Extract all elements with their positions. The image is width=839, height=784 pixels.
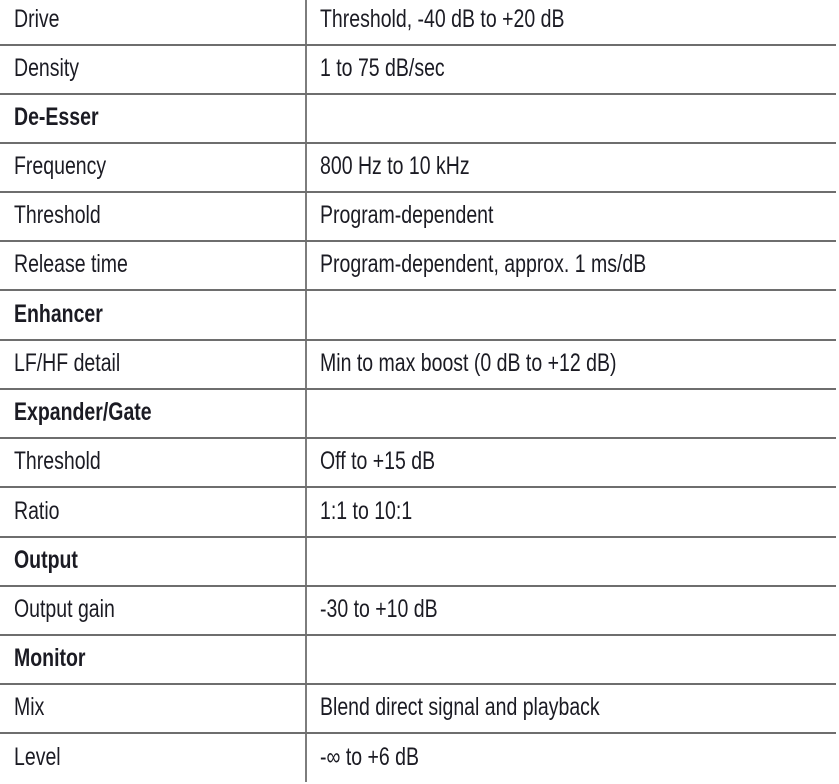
table-row <box>0 192 836 241</box>
section-title: Monitor <box>14 644 86 672</box>
param-value: -∞ to +6 dB <box>320 743 419 771</box>
table-row <box>0 0 836 45</box>
param-name: Level <box>14 743 61 771</box>
param-name: LF/HF detail <box>14 349 121 377</box>
table-row <box>0 45 836 94</box>
table-row <box>0 241 836 290</box>
param-name: Threshold <box>14 201 101 229</box>
table-row <box>0 488 836 537</box>
param-value: Min to max boost (0 dB to +12 dB) <box>320 349 617 377</box>
table-row <box>0 734 836 783</box>
param-value: 1:1 to 10:1 <box>320 497 413 525</box>
param-value: 1 to 75 dB/sec <box>320 54 445 82</box>
param-name: Ratio <box>14 497 60 525</box>
param-name: Threshold <box>14 447 101 475</box>
table-row <box>0 586 836 635</box>
param-name: Release time <box>14 250 128 278</box>
section-title: Expander/Gate <box>14 398 152 426</box>
param-value: Off to +15 dB <box>320 447 436 475</box>
table-row <box>0 340 836 389</box>
param-value: Threshold, -40 dB to +20 dB <box>320 5 565 33</box>
table-row <box>0 438 836 487</box>
section-title: Enhancer <box>14 300 103 328</box>
section-header-row <box>0 389 836 438</box>
section-header-row <box>0 94 836 143</box>
section-title: De-Esser <box>14 103 99 131</box>
table-row <box>0 143 836 192</box>
section-title: Output <box>14 546 78 574</box>
param-name: Drive <box>14 5 60 33</box>
param-name: Mix <box>14 693 45 721</box>
table-row <box>0 684 836 733</box>
param-name: Output gain <box>14 595 115 623</box>
section-header-row <box>0 635 836 684</box>
param-name: Density <box>14 54 80 82</box>
param-value: -30 to +10 dB <box>320 595 438 623</box>
param-value: Blend direct signal and playback <box>320 693 600 721</box>
param-name: Frequency <box>14 152 107 180</box>
section-header-row <box>0 537 836 586</box>
param-value: 800 Hz to 10 kHz <box>320 152 470 180</box>
param-value: Program-dependent <box>320 201 494 229</box>
param-value: Program-dependent, approx. 1 ms/dB <box>320 250 647 278</box>
section-header-row <box>0 291 836 340</box>
